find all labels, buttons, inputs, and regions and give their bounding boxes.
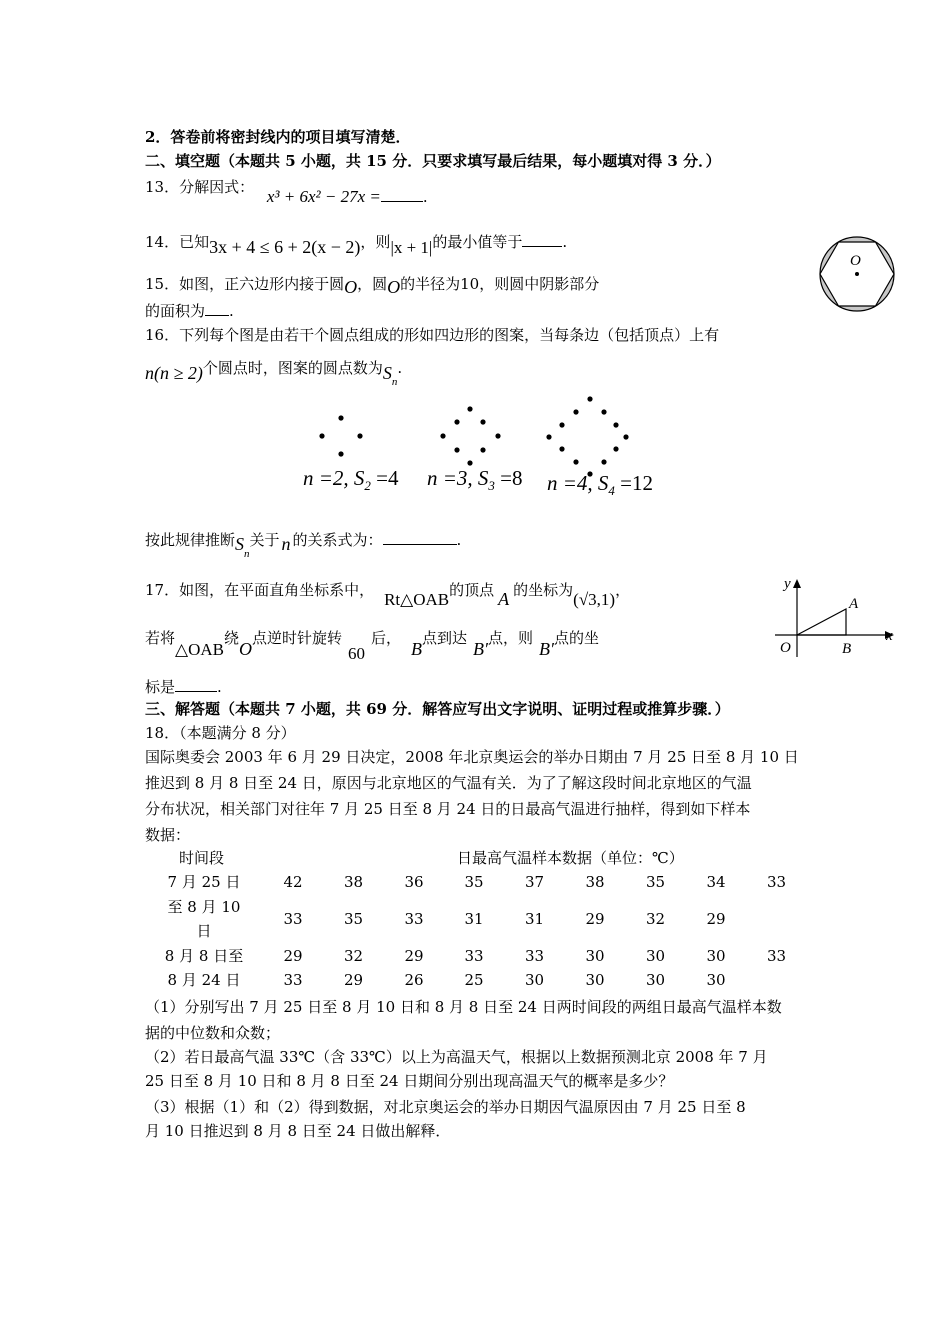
- period-2-line-1: 8 月 8 日至: [164, 947, 244, 965]
- q18-intro-1: 国际奥委会 2003 年 6 月 29 日决定，2008 年北京奥运会的举办日期由 7 月 25 日至 8 月 10 日: [145, 748, 799, 766]
- question-17-line-3: [145, 676, 222, 698]
- q17-triangle: Rt△OAB: [384, 590, 450, 609]
- q16-pattern-n4: [546, 396, 628, 476]
- table-cell: 25: [464, 971, 484, 989]
- table-cell: 29: [404, 947, 424, 965]
- q15-text-b: ，圆: [357, 275, 388, 293]
- q14-tail: 的最小值等于: [432, 233, 523, 251]
- q18-part-3-line-1: （3）根据（1）和（2）得到数据，对北京奥运会的举办日期因气温原因由 7 月 25 日至 8: [145, 1098, 746, 1116]
- table-row: [145, 944, 807, 968]
- question-17-line-2: [145, 626, 599, 663]
- q17-triangle-oab: [797, 609, 846, 635]
- q17-text-j: 点，则: [487, 629, 533, 647]
- q14-label: 14．已知: [145, 233, 210, 251]
- q16-caption-3-s: S: [597, 471, 609, 495]
- table-cell: 33: [766, 873, 787, 891]
- q14-answer-blank[interactable]: [522, 232, 562, 247]
- q14-absolute: |x + 1|: [390, 238, 433, 257]
- period-1-text-3: 日: [196, 922, 212, 940]
- q17-period: .: [217, 678, 222, 696]
- q15-circle-o-2: O: [387, 277, 401, 297]
- q16-pattern-n2: [319, 415, 362, 456]
- q17-triangle-2: △OAB: [175, 640, 224, 659]
- q13-period: .: [422, 188, 428, 206]
- q16-condition: n(n ≥ 2): [145, 363, 203, 383]
- q16-rule-a: 按此规律推断: [145, 531, 236, 549]
- table-cell: 35: [464, 873, 484, 891]
- q18-part-2-line-1: （2）若日最高气温 33℃（含 33℃）以上为高温天气，根据以上数据预测北京 2008 年 7 月: [145, 1048, 768, 1066]
- q15-center-label: O: [850, 253, 861, 269]
- question-15-line-1: [145, 272, 599, 295]
- q17-y-arrow: [793, 579, 801, 588]
- table-row: [145, 870, 807, 894]
- period-1-text-2: 至 8 月 10: [167, 898, 241, 916]
- q14-mid: ，则: [360, 233, 391, 251]
- question-14: [145, 230, 568, 257]
- table-cell: 29: [585, 910, 605, 928]
- q16-caption-3-val: =12: [620, 471, 654, 495]
- table-cell: 33: [283, 971, 303, 989]
- table-cell: 37: [524, 873, 545, 891]
- q16-rule-n: n: [281, 534, 291, 554]
- table-cell: 30: [645, 947, 666, 965]
- header-data: 日最高气温样本数据（单位：℃）: [457, 849, 684, 867]
- q16-caption-2-s: S: [477, 466, 489, 490]
- q15-hexagon-figure: [816, 236, 900, 312]
- period-2-line-2: 8 月 24 日: [167, 971, 241, 989]
- q16-pattern-n3: [440, 406, 500, 465]
- q15-center-dot: [855, 272, 859, 276]
- question-17-line-1: [145, 578, 631, 609]
- q15-text-c: 的半径为10，则圆中阴影部分: [400, 275, 600, 293]
- q15-circle-o-1: O: [344, 277, 358, 297]
- q16-caption-1-val: =4: [376, 466, 399, 490]
- q18-data-table: [145, 846, 807, 992]
- q17-x-label: x: [886, 628, 893, 644]
- q16-rule-sn-sub: n: [244, 548, 250, 560]
- section-2-heading: 二、填空题（本题共 5 小题，共 15 分．只要求填写最后结果，每小题填对得 3 分．）: [145, 152, 721, 170]
- question-16-rule: [145, 528, 462, 560]
- table-cell: [746, 968, 807, 992]
- q17-point-b-prime: B′: [473, 639, 488, 659]
- section-3-heading: 三、解答题（本题共 7 小题，共 69 分．解答应写出文字说明、证明过程或推算步骤．）: [145, 700, 730, 718]
- q16-rule-c: 的关系式为：: [292, 531, 383, 549]
- table-cell: 32: [645, 910, 666, 928]
- table-cell: 29: [343, 971, 364, 989]
- q13-expression: x³ + 6x² − 27x =: [266, 187, 381, 206]
- q14-period: .: [562, 233, 568, 251]
- q17-vertex-a: A: [498, 589, 510, 609]
- table-cell: 38: [585, 873, 605, 891]
- table-cell: 33: [404, 910, 424, 928]
- q16-caption-1-n: n =2,: [303, 466, 349, 490]
- q16-sn: S: [382, 363, 392, 383]
- q17-y-label: y: [784, 576, 791, 592]
- table-cell: 30: [706, 971, 726, 989]
- q16-caption-3-n: n =4,: [547, 471, 593, 495]
- q16-text: 个圆点时，图案的圆点数为: [202, 359, 383, 377]
- q16-period: .: [397, 359, 403, 377]
- table-cell: 33: [464, 947, 484, 965]
- q17-text-g: 点逆时针旋转: [252, 629, 343, 647]
- q17-degree: 60: [348, 644, 366, 663]
- q16-caption-3-sub: 4: [608, 483, 615, 499]
- q16-answer-blank[interactable]: [383, 530, 457, 545]
- table-cell: 33: [283, 910, 303, 928]
- q16-caption-3: [547, 471, 653, 499]
- table-cell: 36: [404, 873, 424, 891]
- q16-caption-1: [303, 466, 399, 494]
- table-row: [145, 894, 807, 944]
- q17-text-k: 点的坐: [553, 629, 599, 647]
- table-header-row: [145, 846, 807, 870]
- table-cell: 32: [343, 947, 364, 965]
- table-cell: 35: [343, 910, 364, 928]
- table-cell: 35: [645, 873, 666, 891]
- question-13: [145, 176, 428, 206]
- q18-intro-3: 分布状况，相关部门对往年 7 月 25 日至 8 月 24 日的日最高气温进行抽样，得到如下样本: [145, 800, 751, 818]
- q16-rule-b: 关于: [249, 531, 280, 549]
- q17-text-i: 点到达: [422, 629, 468, 647]
- q17-text-b: 的顶点: [449, 581, 495, 599]
- q16-caption-2-n: n =3,: [427, 466, 473, 490]
- q15-answer-blank[interactable]: [205, 301, 229, 316]
- q16-caption-2-sub: 3: [488, 478, 495, 494]
- table-cell: 30: [706, 947, 726, 965]
- q17-o-label: O: [780, 640, 791, 656]
- q17-point-b: B: [411, 639, 423, 659]
- q17-text-l: 标是: [145, 678, 176, 696]
- table-cell: 33: [766, 947, 787, 965]
- q16-rule-period: .: [456, 531, 462, 549]
- q18-part-1-line-1: （1）分别写出 7 月 25 日至 8 月 10 日和 8 月 8 日至 24 日两时间段的两组日最高气温样本数: [145, 998, 782, 1016]
- q16-caption-1-sub: 2: [364, 478, 371, 494]
- q17-text-e: 若将: [145, 629, 176, 647]
- q18-part-1-line-2: 据的中位数和众数；: [145, 1024, 281, 1042]
- table-cell: 34: [706, 873, 726, 891]
- q16-caption-2: [427, 466, 523, 494]
- q18-label: 18．（本题满分 8 分）: [145, 724, 296, 742]
- q17-text-a: 17．如图，在平面直角坐标系中，: [145, 581, 375, 599]
- q17-text-f: 绕: [223, 629, 239, 647]
- table-cell: [746, 894, 807, 944]
- q18-part-2-line-2: 25 日至 8 月 10 日和 8 月 8 日至 24 日期间分别出现高温天气的概率是多少？: [145, 1072, 674, 1090]
- table-cell: 42: [283, 873, 303, 891]
- q18-intro-2: 推迟到 8 月 8 日至 24 日，原因与北京地区的气温有关．为了了解这段时间北京地区的气温: [145, 774, 752, 792]
- period-1-line-2: [145, 894, 263, 944]
- table-cell: 30: [645, 971, 666, 989]
- note-2: 2．答卷前将密封线内的项目填写清楚．: [145, 128, 411, 146]
- table-cell: 29: [283, 947, 303, 965]
- q17-a-label: A: [849, 596, 859, 612]
- question-16-line-2: [145, 356, 403, 388]
- q17-text-d: ，: [615, 581, 631, 599]
- question-15-line-2: [145, 300, 234, 322]
- q16-caption-1-s: S: [353, 466, 365, 490]
- q17-b-label: B: [842, 641, 852, 657]
- q17-text-h: 后，: [371, 629, 402, 647]
- q16-rule-sn: S: [235, 534, 245, 554]
- q17-point-b-prime-2: B′: [539, 639, 554, 659]
- table-cell: 33: [524, 947, 545, 965]
- q18-part-3-line-2: 月 10 日推迟到 8 月 8 日至 24 日做出解释．: [145, 1122, 451, 1140]
- table-cell: 30: [524, 971, 545, 989]
- table-row: [145, 968, 807, 992]
- period-1-line-1: 7 月 25 日: [167, 873, 241, 891]
- table-cell: 31: [524, 910, 545, 928]
- q17-text-c: 的坐标为: [513, 581, 574, 599]
- table-cell: 31: [464, 910, 484, 928]
- q14-inequality: 3x + 4 ≤ 6 + 2(x − 2): [209, 237, 361, 257]
- q16-sn-sub: n: [391, 376, 398, 388]
- question-16-line-1: 16．下列每个图是由若干个圆点组成的形如四边形的图案，当每条边（包括顶点）上有: [145, 326, 720, 344]
- q17-coordinate-figure: [770, 572, 900, 662]
- q16-caption-2-val: =8: [500, 466, 523, 490]
- table-cell: 30: [585, 971, 605, 989]
- q18-intro-4: 数据：: [145, 826, 191, 844]
- q13-answer-blank[interactable]: [381, 187, 423, 202]
- table-cell: 30: [585, 947, 605, 965]
- table-cell: 26: [404, 971, 424, 989]
- q15-text-a: 15．如图，正六边形内接于圆: [145, 275, 345, 293]
- header-period: 时间段: [179, 849, 225, 867]
- table-cell: 38: [343, 873, 364, 891]
- q17-coordinate: (√3,1): [573, 590, 616, 609]
- q17-answer-blank[interactable]: [175, 677, 217, 692]
- q15-period: .: [229, 302, 234, 320]
- table-cell: 29: [706, 910, 726, 928]
- q13-label: 13．分解因式：: [145, 178, 255, 196]
- q17-origin: O: [239, 639, 252, 659]
- q15-text-d: 的面积为: [145, 302, 206, 320]
